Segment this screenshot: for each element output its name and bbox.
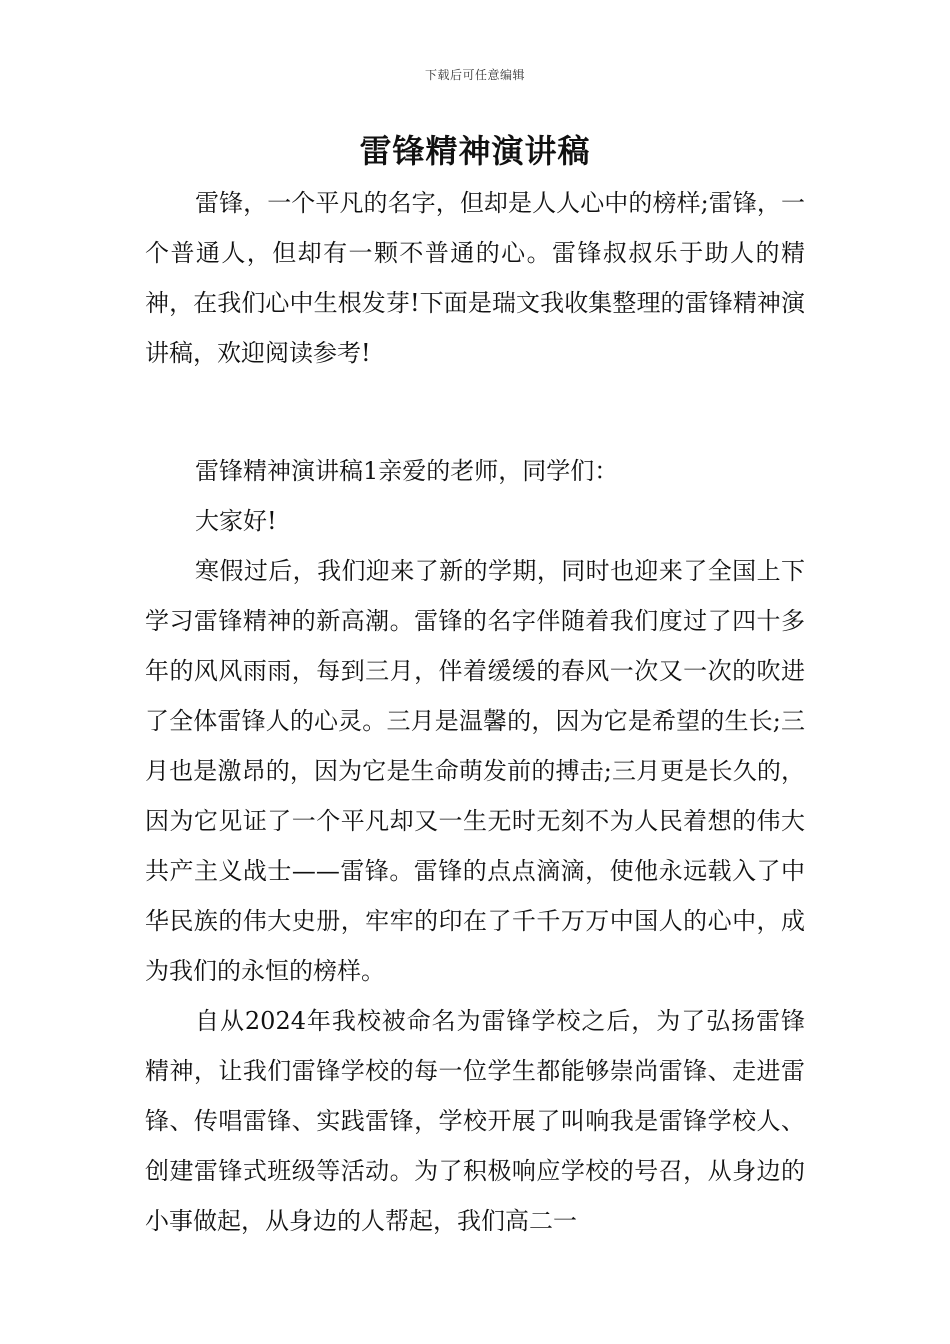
document-body <box>145 178 805 1246</box>
body-paragraph-2: 自从2024年我校被命名为雷锋学校之后，为了弘扬雷锋精神，让我们雷锋学校的每一位学生都能够崇尚雷锋、走进雷锋、传唱雷锋、实践雷锋，学校开展了叫响我是雷锋学校人、创建雷锋式班级等活动。为了积极响应学校的号召，从身边的小事做起，从身边的人帮起，我们高二一 <box>145 1007 805 1235</box>
document-title: 雷锋精神演讲稿 <box>359 132 591 170</box>
section-heading: 雷锋精神演讲稿1亲爱的老师，同学们： <box>195 457 619 485</box>
greeting-line: 大家好! <box>195 507 277 535</box>
intro-paragraph: 雷锋，一个平凡的名字，但却是人人心中的榜样;雷锋，一个普通人，但却有一颗不普通的心。雷锋叔叔乐于助人的精神，在我们心中生根发芽!下面是瑞文我收集整理的雷锋精神演讲稿，欢迎阅读参考! <box>145 189 805 367</box>
body-paragraph-1: 寒假过后，我们迎来了新的学期，同时也迎来了全国上下学习雷锋精神的新高潮。雷锋的名字伴随着我们度过了四十多年的风风雨雨，每到三月，伴着缓缓的春风一次又一次的吹进了全体雷锋人的心灵。三月是温馨的，因为它是希望的生长;三月也是激昂的，因为它是生命萌发前的搏击;三月更是长久的，因为它见证了一个平凡却又一生无时无刻不为人民着想的伟大共产主义战士——雷锋。雷锋的点点滴滴，使他永远载入了中华民族的伟大史册，牢牢的印在了千千万万中国人的心中，成为我们的永恒的榜样。 <box>145 557 805 985</box>
header-note: 下载后可任意编辑 <box>424 68 525 82</box>
paragraph-gap <box>145 378 805 446</box>
